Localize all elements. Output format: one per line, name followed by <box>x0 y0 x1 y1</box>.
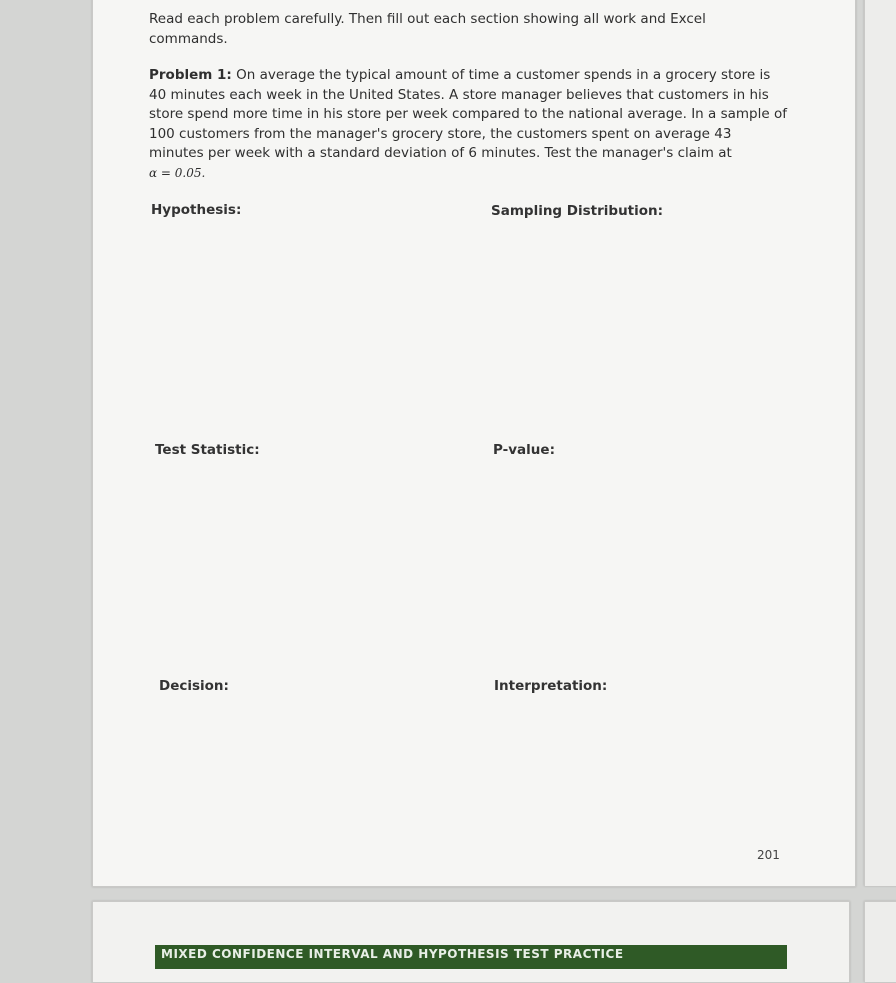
problem-statement <box>149 66 789 183</box>
p-value-label: P-value: <box>493 442 555 458</box>
decision-label: Decision: <box>159 678 229 694</box>
problem-label: Problem 1: <box>149 67 232 83</box>
page-number: 201 <box>757 848 780 862</box>
adjacent-page-edge-bottom <box>864 901 896 982</box>
worksheet-page <box>92 0 856 887</box>
next-page-header-bar <box>155 945 787 969</box>
test-statistic-label: Test Statistic: <box>155 442 260 458</box>
hypothesis-label: Hypothesis: <box>151 202 242 218</box>
next-page-header: MIXED CONFIDENCE INTERVAL AND HYPOTHESIS TEST PRACTICE <box>161 947 624 961</box>
instructions-text: Read each problem carefully. Then fill out each section showing all work and Excel commands. <box>149 11 706 47</box>
problem-text: On average the typical amount of time a customer spends in a grocery store is 40 minutes each week in the United States. A store manager believes that customers in his store spend more time in his store per week compared to the national average. In a sample of 100 customers from the manager's grocery store, the customers spent on average 43 minutes per week with a standard deviation of 6 minutes. Test the manager's claim at <box>149 67 787 161</box>
interpretation-label: Interpretation: <box>494 678 608 694</box>
next-page <box>92 901 850 983</box>
alpha-level: α = 0.05. <box>149 165 206 180</box>
adjacent-page-edge <box>864 0 896 886</box>
sampling-distribution-label: Sampling Distribution: <box>491 203 664 219</box>
